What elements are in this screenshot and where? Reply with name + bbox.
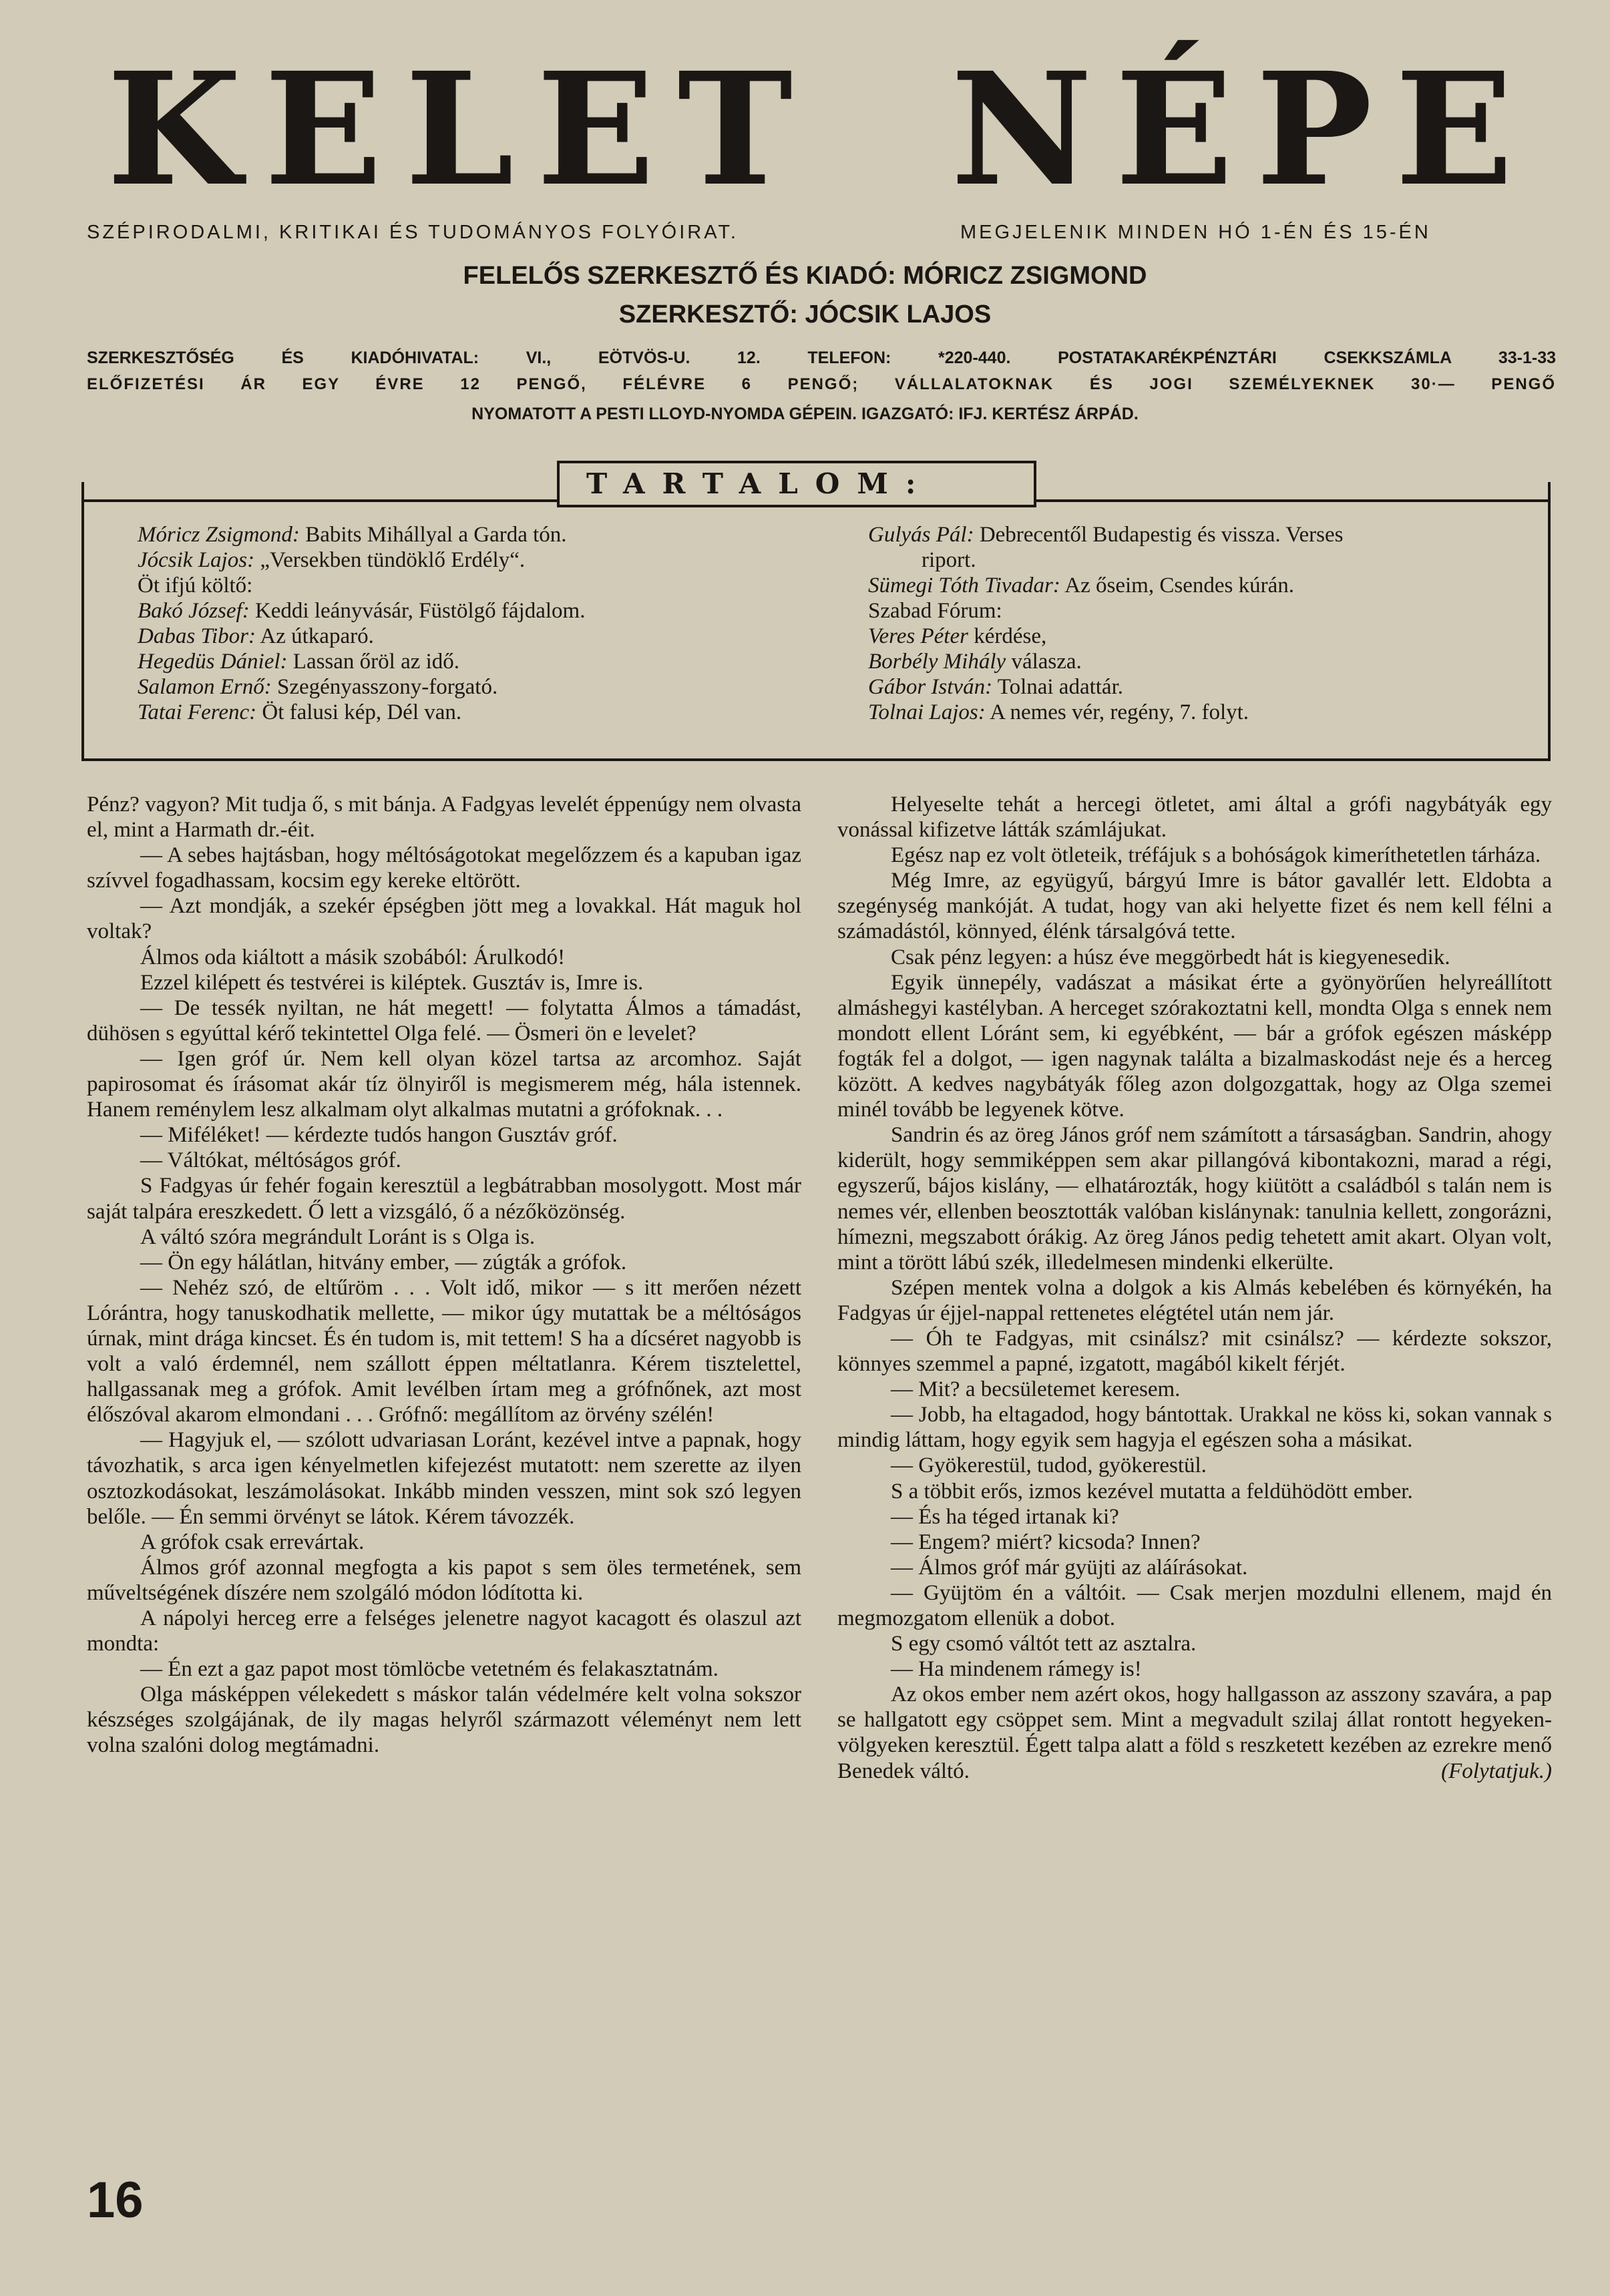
toc-entry: Jócsik Lajos: „Versekben tündöklő Erdély“.: [138, 548, 526, 572]
page-number: 16: [87, 2172, 144, 2229]
paragraph: A grófok csak errevártak.: [140, 1530, 365, 1554]
paragraph: S a többit erős, izmos kezével mutatta a feldühödött ember.: [891, 1479, 1413, 1504]
paragraph: Az okos ember nem azért okos, hogy hallgasson az asszony szavára, a pap se hallgatott egy csöppet sem. Mint a megvadult szilaj állat rontott hegyeken-völgyeken keresztül. Égett talpa alatt a föld s reszketett kezében az ezrekre menő Benedek váltó. (Folytatjuk.): [837, 1682, 1552, 1783]
paragraph: — Gyökerestül, tudod, gyökerestül.: [891, 1453, 1207, 1478]
paragraph: — Hagyjuk el, — szólott udvariasan Loránt, kezével intve a papnak, hogy távozhatik, s arca igen kényelmetlen kifejezést mutatott: nem szerette az ilyen osztozkodásokat, leszámolásokat. Inkább minden vesszen, mint sok szó legyen belőle. — Én semmi örvényt se látok. Kérem távozzék.: [87, 1428, 801, 1529]
toc-heading: TARTALOM:: [557, 461, 1036, 507]
paragraph: — Álmos gróf már gyüjti az aláírásokat.: [891, 1555, 1248, 1580]
paragraph: — Jobb, ha eltagadod, hogy bántottak. Urakkal ne köss ki, sokan vannak s mindig láttam, hogy egyik sem hagyja el egészen soha a másikat.: [837, 1403, 1552, 1453]
paragraph: — Ön egy hálátlan, hitvány ember, — zúgták a grófok.: [140, 1250, 627, 1275]
paragraph: — Váltókat, méltóságos gróf.: [140, 1148, 401, 1173]
paragraph: A nápolyi herceg erre a felséges jelenetre nagyot kacagott és olaszul azt mondta:: [87, 1606, 801, 1656]
article-left-column: [87, 792, 801, 1759]
paragraph: — A sebes hajtásban, hogy méltóságotokat megelőzzem és a kapuban igaz szívvel fogadhassam, kocsim egy kereke eltörött.: [87, 843, 801, 893]
paragraph: — Nehéz szó, de eltűröm . . . Volt idő, mikor — s itt merően nézett Lórántra, hogy tanuskodhatik mellette, — mikor úgy mutattak be a méltóságos úrnak, mint drága kincset. És én tudom is, mit tettem! S ha a dícséret nagyobb is volt a való érdemnél, nem szállott éppen méltatlanra. Kérem tisztelettel, hallgassanak meg a grófok. Amit levélben írtam meg a grófnőnek, azt most élőszóval akarom elmondani . . . Grófnő: megállítom az örvény szélén!: [87, 1275, 801, 1427]
toc-entry: Gábor István: Tolnai adattár.: [868, 675, 1124, 699]
paragraph: — Igen gróf úr. Nem kell olyan közel tartsa az arcomhoz. Saját papirosomat és írásomat akár tíz ölnyiről is megismerem még, hála istennek. Hanem reménylem lesz alkalmam olyt alkalmas mutatni a grófoknak. . .: [87, 1046, 801, 1122]
toc-entry: Dabas Tibor: Az útkaparó.: [138, 624, 374, 648]
paragraph: Álmos gróf azonnal megfogta a kis papot s sem öles termetének, sem műveltségének díszére nem szolgáló módon lódította ki.: [87, 1555, 801, 1605]
toc-entry: Tolnai Lajos: A nemes vér, regény, 7. folyt.: [868, 700, 1249, 724]
toc-entry: Veres Péter kérdése,: [868, 624, 1047, 648]
paragraph: Álmos oda kiáltott a másik szobából: Árulkodó!: [140, 945, 566, 969]
journal-subtitle: SZÉPIRODALMI, KRITIKAI ÉS TUDOMÁNYOS FOLYÓIRAT.: [87, 222, 739, 243]
paragraph: — Miféléket! — kérdezte tudós hangon Gusztáv gróf.: [140, 1123, 618, 1148]
paragraph: Még Imre, az együgyű, bárgyú Imre is bátor gavallér lett. Eldobta a szegénység mankóját. A tudat, hogy van aki helyette fizet és nem kell félni a számadástól, könnyed, élénk társalgóvá tette.: [837, 869, 1552, 944]
toc-entry: Szabad Fórum:: [868, 599, 1002, 623]
subscription-line: ELŐFIZETÉSI ÁR EGY ÉVRE 12 PENGŐ, FÉLÉVRE 6 PENGŐ; VÁLLALATOKNAK ÉS JOGI SZEMÉLYEKNEK 30·— PENGŐ: [87, 375, 1556, 393]
masthead-title: [107, 38, 1536, 220]
toc-rule-right: [1036, 499, 1551, 502]
paragraph: Helyeselte tehát a hercegi ötletet, ami által a grófi nagybátyák egy vonással kifizetve látták számlájukat.: [837, 792, 1552, 843]
paragraph: — Óh te Fadgyas, mit csinálsz? mit csinálsz? — kérdezte sokszor, könnyes szemmel a papné, izgatott, magából kikelt férjét.: [837, 1326, 1552, 1377]
paragraph: — De tessék nyiltan, ne hát megett! — folytatta Álmos a támadást, dühösen s egyúttal kérő tekintettel Olga felé. — Ösmeri ön e levelet?: [87, 995, 801, 1046]
toc-entry: Öt ifjú költő:: [138, 573, 253, 598]
paragraph: S Fadgyas úr fehér fogain keresztül a legbátrabban mosolygott. Most már saját talpára ereszkedett. Ő lett a vizsgáló, ő a nézőközönség.: [87, 1174, 801, 1224]
toc-entry: Sümegi Tóth Tivadar: Az őseim, Csendes kúrán.: [868, 573, 1294, 598]
paragraph: Szépen mentek volna a dolgok a kis Almás kebelében és környékén, ha Fadgyas úr éjjel-nappal rettenetes elégtétel után nem jár.: [837, 1275, 1552, 1325]
editor-line: SZERKESZTŐ: JÓCSIK LAJOS: [618, 300, 992, 328]
toc-entry: Gulyás Pál: Debrecentől Budapestig és vissza. Verses: [868, 523, 1344, 547]
paragraph: Sandrin és az öreg János gróf nem számított a társaságban. Sandrin, ahogy kiderült, hogy semmiképpen sem akar pillangóvá kibontakozni, marad a régi, egyszerű, bájos kislány, — elhatározták, hogy kiütött a családból s talán nem is nemes vér, ellenben beosztották valóban kislánynak: tanulnia kellett, zongorázni, hímezni, megszabott órákig. Az öreg János pedig tehetett amit akart. Olyan volt, mint a törött lábú szék, illedelmesen mindenki elkerülte.: [837, 1123, 1552, 1275]
paragraph: — Én ezt a gaz papot most tömlöcbe vetetném és felakasztatnám.: [140, 1657, 719, 1682]
paragraph: Olga másképpen vélekedett s máskor talán védelmére kelt volna sokszor készséges szolgájának, de ily magas helyről származott véleményt nem lett volna szalóni dolog megtámadni.: [87, 1682, 801, 1758]
toc-right-column: [868, 522, 1536, 725]
toc-entry: Borbély Mihály válasza.: [868, 650, 1082, 674]
paragraph: — Azt mondják, a szekér épségben jött meg a lovakkal. Hát maguk hol voltak?: [87, 894, 801, 944]
paragraph: — Gyüjtöm én a váltóit. — Csak merjen mozdulni ellenem, majd én megmozgatom ellenük a dobot.: [837, 1580, 1552, 1630]
toc-entry: riport.: [922, 548, 976, 572]
printer-line: NYOMATOTT A PESTI LLOYD-NYOMDA GÉPEIN. IGAZGATÓ: IFJ. KERTÉSZ ÁRPÁD.: [471, 405, 1139, 423]
toc-entry: Salamon Ernő: Szegényasszony-forgató.: [138, 675, 498, 699]
paragraph: Ezzel kilépett és testvérei is kiléptek. Gusztáv is, Imre is.: [140, 970, 644, 995]
toc-rule-left: [81, 499, 557, 502]
paragraph: Csak pénz legyen: a húsz éve meggörbedt hát is kiegyenesedik.: [891, 945, 1450, 969]
publication-frequency: MEGJELENIK MINDEN HÓ 1-ÉN ÉS 15-ÉN: [960, 222, 1431, 243]
paragraph: — Engem? miért? kicsoda? Innen?: [891, 1530, 1201, 1554]
paragraph: — Mit? a becsületemet keresem.: [891, 1377, 1181, 1402]
toc-entry: Bakó József: Keddi leányvásár, Füstölgő fájdalom.: [138, 599, 586, 623]
office-line: SZERKESZTŐSÉG ÉS KIADÓHIVATAL: VI., EÖTVÖS-U. 12. TELEFON: *220-440. POSTATAKARÉKPÉNZTÁRI CSEKKSZÁMLA 33-1-33: [87, 349, 1556, 367]
article-right-column: [837, 792, 1552, 1784]
continued-note: (Folytatjuk.): [1441, 1759, 1552, 1783]
paragraph: — Ha mindenem rámegy is!: [891, 1657, 1142, 1682]
toc-entry: Hegedüs Dániel: Lassan őröl az idő.: [138, 650, 460, 674]
publisher-line: FELELŐS SZERKESZTŐ ÉS KIADÓ: MÓRICZ ZSIGMOND: [463, 262, 1147, 290]
paragraph: Pénz? vagyon? Mit tudja ő, s mit bánja. A Fadgyas levelét éppenúgy nem olvasta el, mint a Harmath dr.-éit.: [87, 792, 801, 843]
paragraph: A váltó szóra megrándult Loránt is s Olga is.: [140, 1224, 536, 1249]
paragraph: Egyik ünnepély, vadászat a másikat érte a gyönyörűen helyreállított almáshegyi kastélyban. A herceget szórakoztatni kell, mondta Olga s ennek nem mondott ellent Lóránt sem, ki egyébként, — bár a grófok egészen másképp fogták fel a dolgot, — igen nagynak találta a bizalmaskodást neje és a herceg között. A kedves nagybátyák főleg azon dolgozgattak, hogy az Olga szemei minél tovább be legyenek kötve.: [837, 970, 1552, 1122]
masthead-title-right: NÉPE: [950, 38, 1536, 220]
toc-left-column: [138, 522, 832, 725]
toc-entry: Tatai Ferenc: Öt falusi kép, Dél van.: [138, 700, 462, 724]
masthead-title-left: KELET: [107, 38, 816, 220]
paragraph: — És ha téged irtanak ki?: [891, 1504, 1119, 1529]
paragraph: Egész nap ez volt ötleteik, tréfájuk s a bohóságok kimeríthetetlen tárháza.: [891, 843, 1541, 868]
toc-entry: Móricz Zsigmond: Babits Mihállyal a Garda tón.: [138, 523, 567, 547]
paragraph: S egy csomó váltót tett az asztalra.: [891, 1632, 1197, 1656]
